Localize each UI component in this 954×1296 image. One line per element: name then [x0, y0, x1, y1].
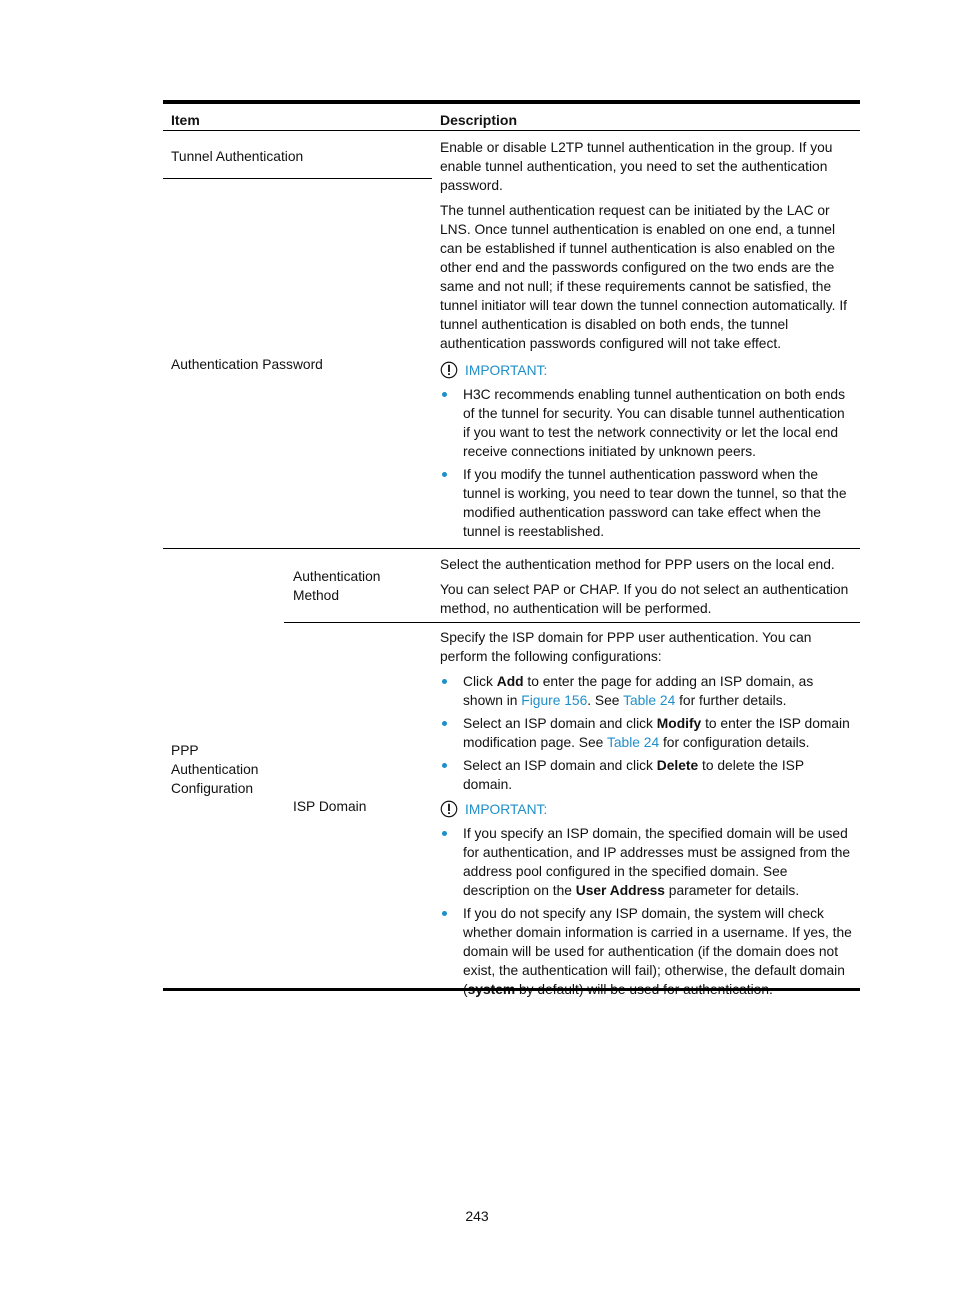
bullet-dot-icon	[442, 911, 447, 916]
exclamation-circle-icon	[440, 800, 458, 818]
figure-link[interactable]: Figure 156	[521, 693, 588, 708]
important-label: IMPORTANT:	[465, 801, 548, 817]
item-authentication-method: Authentication Method	[293, 569, 381, 603]
desc-isp-domain	[440, 628, 854, 1003]
exclamation-circle-icon	[440, 361, 458, 379]
desc-text: The tunnel authentication request can be initiated by the LAC or LNS. Once tunnel authentication is enabled on one end, a tunnel can be established if tunnel authentication is also enabled on the other end and the passwords configured on the two ends are the same and not null; if these requirements cannot be satisfied, the tunnel initiator will tear down the tunnel connection automatically. If tunnel authentication is disabled on both ends, the tunnel authentication passwords configured will not take effect.	[440, 203, 847, 351]
desc-text: You can select PAP or CHAP. If you do not select an authentication method, no authentication will be performed.	[440, 582, 849, 616]
list-item: If you modify the tunnel authentication password when the tunnel is working, you need to tear down the tunnel, so that the modified authentication password can take effect when the tunnel is reestablished.	[440, 465, 854, 541]
table-link[interactable]: Table 24	[606, 735, 660, 750]
bullet-dot-icon	[442, 831, 447, 836]
desc-text: Specify the ISP domain for PPP user authentication. You can perform the following configurations:	[440, 630, 812, 664]
item-authentication-password: Authentication Password	[171, 357, 323, 372]
bullet-dot-icon	[442, 721, 447, 726]
row-rule	[284, 622, 860, 623]
table-bottom-rule	[163, 988, 860, 991]
table-top-rule	[163, 100, 860, 104]
desc-authentication-method	[440, 555, 854, 624]
important-list	[440, 824, 854, 999]
list-item: If you do not specify any ISP domain, the system will check whether domain information is carried in a username. If yes, the domain will be used for authentication (if the domain does not exist, the authentication will fail); otherwise, the default domain	[440, 904, 854, 999]
bullet-dot-icon	[442, 472, 447, 477]
desc-tunnel-authentication	[440, 138, 854, 201]
row-rule	[163, 178, 432, 179]
bullet-dot-icon	[442, 679, 447, 684]
important-note	[440, 798, 854, 820]
bullet-dot-icon	[442, 392, 447, 397]
important-note	[440, 359, 854, 381]
list-item: Select an ISP domain and click Modify to enter the ISP domain modification page. See Table 24 for configuration details.	[440, 714, 854, 752]
config-list	[440, 672, 854, 794]
header-item: Item	[171, 112, 200, 128]
header-rule	[163, 130, 860, 131]
desc-text: Enable or disable L2TP tunnel authentication in the group. If you enable tunnel authentication, you need to set the authentication password.	[440, 140, 833, 193]
important-label: IMPORTANT:	[465, 362, 548, 378]
header-description: Description	[440, 112, 518, 128]
list-item: Click Add to enter the page for adding an ISP domain, as shown in Figure 156. See Table 24 for further details.	[440, 672, 854, 710]
item-tunnel-authentication: Tunnel Authentication	[171, 149, 304, 164]
list-item: If you specify an ISP domain, the specified domain will be used for authentication, and IP addresses must be assigned from the address pool configured in the specified domain. See description on the User Address parameter for details.	[440, 824, 854, 900]
desc-text: Select the authentication method for PPP users on the local end.	[440, 557, 835, 572]
table-link[interactable]: Table 24	[623, 693, 676, 708]
list-item: Select an ISP domain and click Delete to delete the ISP domain.	[440, 756, 854, 794]
list-item: H3C recommends enabling tunnel authentication on both ends of the tunnel for security. You can disable tunnel authentication if you want to test the network connectivity or let the local end receive connections initiated by unknown peers.	[440, 385, 854, 461]
page-number: 243	[465, 1208, 489, 1224]
item-isp-domain: ISP Domain	[293, 799, 367, 814]
important-list	[440, 385, 854, 541]
bullet-dot-icon	[442, 763, 447, 768]
row-rule	[163, 548, 860, 549]
item-ppp-authentication-configuration: PPP Authentication Configuration	[171, 743, 259, 796]
desc-authentication-password	[440, 201, 854, 545]
